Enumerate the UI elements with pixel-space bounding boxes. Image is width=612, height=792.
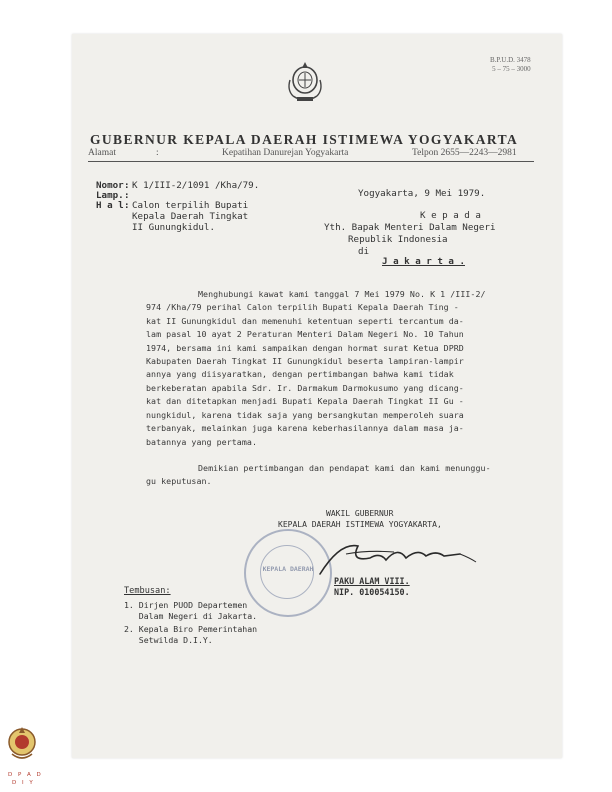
form-code xyxy=(490,56,531,74)
phone-text: Telpon 2655—2243—2981 xyxy=(412,148,517,158)
crest-emblem-icon xyxy=(285,60,325,106)
cc-item-line: 1. Dirjen PUOD Departemen xyxy=(124,600,248,610)
dpad-label: D P A D xyxy=(8,772,43,778)
signature-title-1: WAKIL GUBERNUR xyxy=(326,509,394,518)
body-line: Menghubungi kawat kami tanggal 7 Mei 1979 No. K 1 /III-2/ xyxy=(198,289,486,299)
body-line: kat II Gunungkidul dan memenuhi ketentuan seperti tercantum da- xyxy=(146,316,464,326)
cc-item xyxy=(124,600,257,622)
body-line: gu keputusan. xyxy=(146,476,212,486)
signatory-name: PAKU ALAM VIII. xyxy=(334,576,410,586)
body-line: kat dan ditetapkan menjadi Bupati Kepala Daerah Tingkat II Gu - xyxy=(146,396,464,406)
nomor-colon: : xyxy=(124,180,130,191)
recipient-kepada: K e p a d a xyxy=(420,210,481,221)
signature-title-2: KEPALA DAERAH ISTIMEWA YOGYAKARTA, xyxy=(278,520,442,529)
form-code-line-2: 5 – 75 – 3000 xyxy=(492,65,531,73)
hal-label: H a l xyxy=(96,200,124,211)
recipient-yth: Yth. Bapak Menteri Dalam Negeri xyxy=(324,222,496,233)
dpad-logo-icon xyxy=(4,724,40,768)
lamp-colon: : xyxy=(124,190,130,201)
cc-item-line: Setwilda D.I.Y. xyxy=(124,635,213,645)
address-label: Alamat xyxy=(88,148,116,158)
letter-page xyxy=(72,34,562,758)
body-line: batannya yang pertama. xyxy=(146,437,257,447)
recipient-di: di xyxy=(358,246,370,257)
lamp-label: Lamp. xyxy=(96,190,124,201)
body-line: nungkidul, karena tidak saja yang bersangkutan memperoleh suara xyxy=(146,410,464,420)
cc-item xyxy=(124,624,257,646)
nomor-value: K 1/III-2/1091 /Kha/79. xyxy=(132,180,260,191)
body-line: lam pasal 10 ayat 2 Peraturan Menteri Dalam Negeri No. 10 Tahun xyxy=(146,329,464,339)
letterhead-title: GUBERNUR KEPALA DAERAH ISTIMEWA YOGYAKARTA xyxy=(90,132,519,147)
hal-line-1: Calon terpilih Bupati xyxy=(132,200,249,211)
hal-line-3: II Gunungkidul. xyxy=(132,222,215,233)
hal-subject xyxy=(132,200,248,233)
body-line: berkeberatan apabila Sdr. Ir. Darmakum Darmokusumo yang dicang- xyxy=(146,383,464,393)
address-text: Kepatihan Danurejan Yogyakarta xyxy=(222,148,349,158)
cc-label: Tembusan: xyxy=(124,586,171,596)
handwritten-signature xyxy=(310,532,480,582)
letterhead-rule xyxy=(88,161,534,162)
body-line: annya yang diisyaratkan, dengan pertimbangan bahwa kami tidak xyxy=(146,369,454,379)
body-line: 974 /Kha/79 perihal Calon terpilih Bupati Kepala Daerah Ting - xyxy=(146,302,459,312)
letter-date: Yogyakarta, 9 Mei 1979. xyxy=(358,188,486,199)
address-colon: : xyxy=(156,148,159,158)
recipient-line-2: Republik Indonesia xyxy=(348,234,448,245)
cc-item-line: Dalam Negeri di Jakarta. xyxy=(124,611,258,621)
cc-item-line: 2. Kepala Biro Pemerintahan xyxy=(124,624,258,634)
hal-line-2: Kepala Daerah Tingkat xyxy=(132,211,249,222)
stamp-text: KEPALA DAERAH xyxy=(262,565,314,573)
body-line: Kabupaten Daerah Tingkat II Gunungkidul beserta lampiran-lampir xyxy=(146,356,464,366)
signatory-nip: NIP. 010054150. xyxy=(334,587,410,597)
body-line: 1974, bersama ini kami sampaikan dengan hormat surat Ketua DPRD xyxy=(146,343,464,353)
hal-colon: : xyxy=(124,200,130,211)
nomor-label: Nomor xyxy=(96,180,124,191)
body-line: Demikian pertimbangan dan pendapat kami dan kami menunggu- xyxy=(198,463,491,473)
form-code-line-1: B.P.U.D. 3478 xyxy=(490,56,531,64)
recipient-city: J a k a r t a . xyxy=(382,256,465,267)
body-line: terbanyak, melainkan juga karena keberhasilannya dalam masa ja- xyxy=(146,423,464,433)
dpad-sublabel: D I Y xyxy=(12,780,35,786)
